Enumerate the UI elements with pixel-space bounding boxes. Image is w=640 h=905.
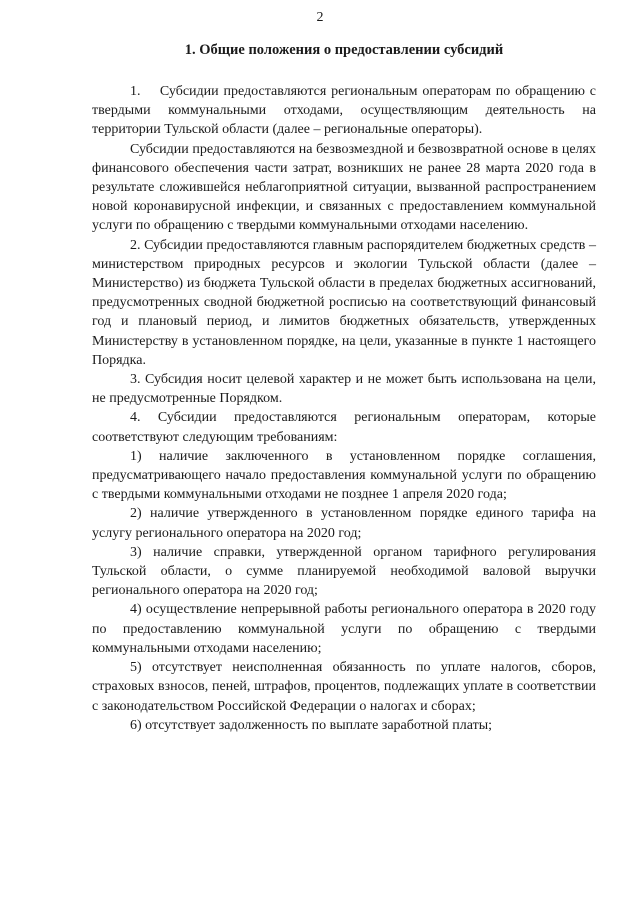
section-title: 1. Общие положения о предоставлении субсидий bbox=[184, 42, 504, 58]
paragraph-5: 4. Субсидии предоставляются региональным операторам, которые соответствуют следующим требованиям: bbox=[92, 410, 596, 445]
list-item-5: 5) отсутствует неисполненная обязанность по уплате налогов, сборов, страховых взносов, пеней, штрафов, процентов, подлежащих уплате в соответствии с законодательством Российской Федерации о налогах и сборах; bbox=[92, 660, 596, 714]
paragraph-4: 3. Субсидия носит целевой характер и не может быть использована на цели, не предусмотренные Порядком. bbox=[92, 372, 596, 407]
document-body bbox=[92, 82, 596, 735]
list-item-1: 1) наличие заключенного в установленном порядке соглашения, предусматривающего начало предоставления коммунальной услуги по обращению с твердыми коммунальными отходами не позднее 1 апреля 2020 года; bbox=[92, 448, 596, 503]
paragraph-2: Субсидии предоставляются на безвозмездной и безвозвратной основе в целях финансового обеспечения части затрат, возникших не ранее 28 марта 2020 года в результате сложившейся неблагоприятной ситуации, вызванной распространением новой коронавирусной инфекции, и связанных с предоставлением коммунальной услуги по обращению с твердыми коммунальными отходами населению. bbox=[92, 141, 596, 234]
list-item-3: 3) наличие справки, утвержденной органом тарифного регулирования Тульской области, о сумме планируемой необходимой валовой выручки регионального оператора на 2020 год; bbox=[92, 544, 596, 599]
list-item-2: 2) наличие утвержденного в установленном порядке единого тарифа на услугу регионального оператора на 2020 год; bbox=[92, 506, 596, 541]
list-item-4: 4) осуществление непрерывной работы регионального оператора в 2020 году по предоставлению коммунальной услуги по обращению с твердыми коммунальными отходами населению; bbox=[92, 602, 596, 656]
paragraph-1: 1. Субсидии предоставляются региональным операторам по обращению с твердыми коммунальными отходами, осуществляющим деятельность на территории Тульской области (далее – региональные операторы). bbox=[92, 84, 596, 138]
paragraph-3: 2. Субсидии предоставляются главным распорядителем бюджетных средств – министерством природных ресурсов и экологии Тульской области (далее – Министерство) из бюджета Тульской области в пределах бюджетных ассигнований, предусмотренных сводной бюджетной росписью на соответствующий финансовый год и плановый период, и лимитов бюджетных обязательств, утвержденных Министерству в установленном порядке, на цели, указанные в пункте 1 настоящего Порядка. bbox=[92, 237, 596, 368]
page-number: 2 bbox=[316, 10, 324, 25]
list-item-6: 6) отсутствует задолженность по выплате заработной платы; bbox=[130, 717, 493, 733]
